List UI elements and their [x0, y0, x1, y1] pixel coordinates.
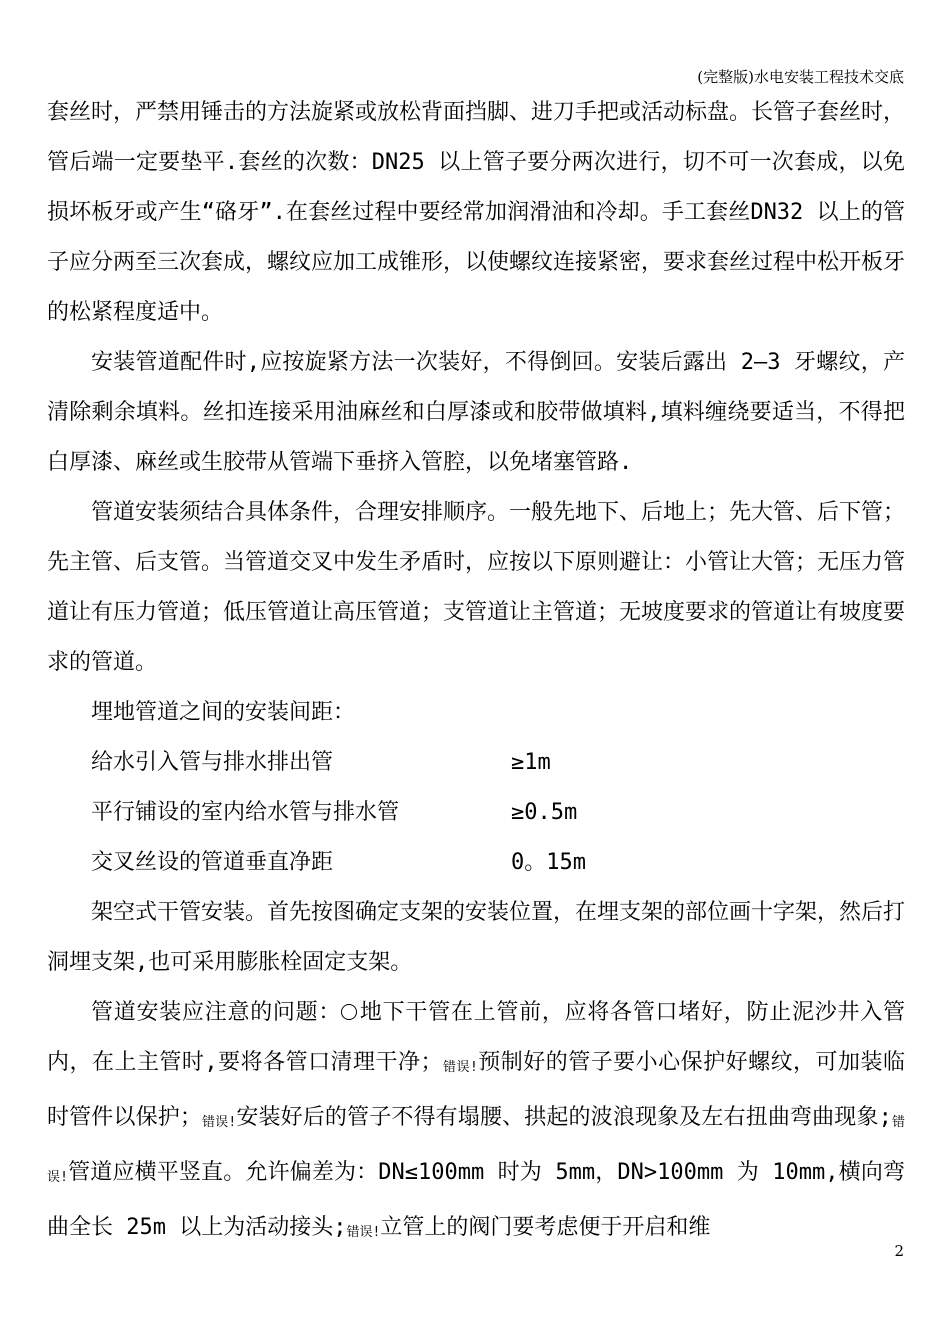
precaution-item: 管道应横平竖直。允许偏差为：DN≤100mm 时为 5mm，DN>100mm 为 10mm,横向弯曲全长 25m 以上为活动接头; [47, 1160, 905, 1240]
spacing-label: 给水引入管与排水排出管 [91, 750, 334, 775]
precaution-item: 预制好的管子要小心保护好螺纹，可加装临时管件以保护； [47, 1050, 905, 1130]
spacing-value: ≥1m [511, 750, 551, 775]
body-text [47, 88, 905, 1258]
circled-number-icon [341, 1004, 357, 1020]
paragraph-fittings: 安装管道配件时,应按旋紧方法一次装好，不得倒回。安装后露出 2—3 牙螺纹，产清除剩余填料。丝扣连接采用油麻丝和白厚漆或和胶带做填料,填料缠绕要适当，不得把白厚漆、麻丝或生胶带从管端下垂挤入管腔，以免堵塞管路. [47, 350, 905, 475]
spacing-value: 0。15m [511, 850, 586, 875]
paragraph-sequence: 管道安装须结合具体条件，合理安排顺序。一般先地下、后地上；先大管、后下管；先主管、后支管。当管道交叉中发生矛盾时，应按以下原则避让：小管让大管；无压力管道让有压力管道；低压管道让高压管道；支管道让主管道；无坡度要求的管道让有坡度要求的管道。 [47, 500, 906, 675]
spacing-label: 交叉丝设的管道垂直净距 [91, 850, 334, 875]
spacing-row [47, 838, 905, 888]
precaution-item: 地下干管在上管前，应将各管口堵好，防止泥沙井入管内，在上主管时,要将各管口清理干净； [47, 1000, 905, 1075]
spacing-row [47, 738, 905, 788]
paragraph-spacing-intro: 埋地管道之间的安装间距： [91, 700, 356, 725]
paragraph-overhead-mains: 架空式干管安装。首先按图确定支架的安装位置，在埋支架的部位画十字架，然后打洞埋支架,也可采用膨胀栓固定支架。 [47, 900, 906, 975]
spacing-row [47, 788, 905, 838]
precautions-lead: 管道安装应注意的问题： [91, 1000, 342, 1025]
error-marker: 错误! [442, 1060, 478, 1075]
error-marker: 错误! [47, 1115, 905, 1185]
spacing-label: 平行铺设的室内给水管与排水管 [91, 800, 400, 825]
running-header: (完整版)水电安装工程技术交底 [697, 68, 904, 86]
precaution-item: 安装好后的管子不得有塌腰、拱起的波浪现象及左右扭曲弯曲现象; [236, 1105, 892, 1130]
error-marker: 错误! [201, 1115, 237, 1130]
error-marker: 错误! [346, 1225, 381, 1240]
spacing-value: ≥0.5m [511, 800, 578, 825]
precaution-item: 立管上的阀门要考虑便于开启和维 [380, 1215, 711, 1240]
page-number: 2 [894, 1242, 904, 1260]
paragraph-threading: 套丝时，严禁用锤击的方法旋紧或放松背面挡脚、进刀手把或活动标盘。长管子套丝时，管后端一定要垫平.套丝的次数：DN25 以上管子要分两次进行，切不可一次套成，以免损坏板牙或产生“硌牙”.在套丝过程中要经常加润滑油和冷却。手工套丝DN32 以上的管子应分两至三次套成，螺纹应加工成锥形，以使螺纹连接紧密，要求套丝过程中松开板牙的松紧程度适中。 [47, 100, 906, 325]
paragraph-precautions [47, 988, 905, 1258]
